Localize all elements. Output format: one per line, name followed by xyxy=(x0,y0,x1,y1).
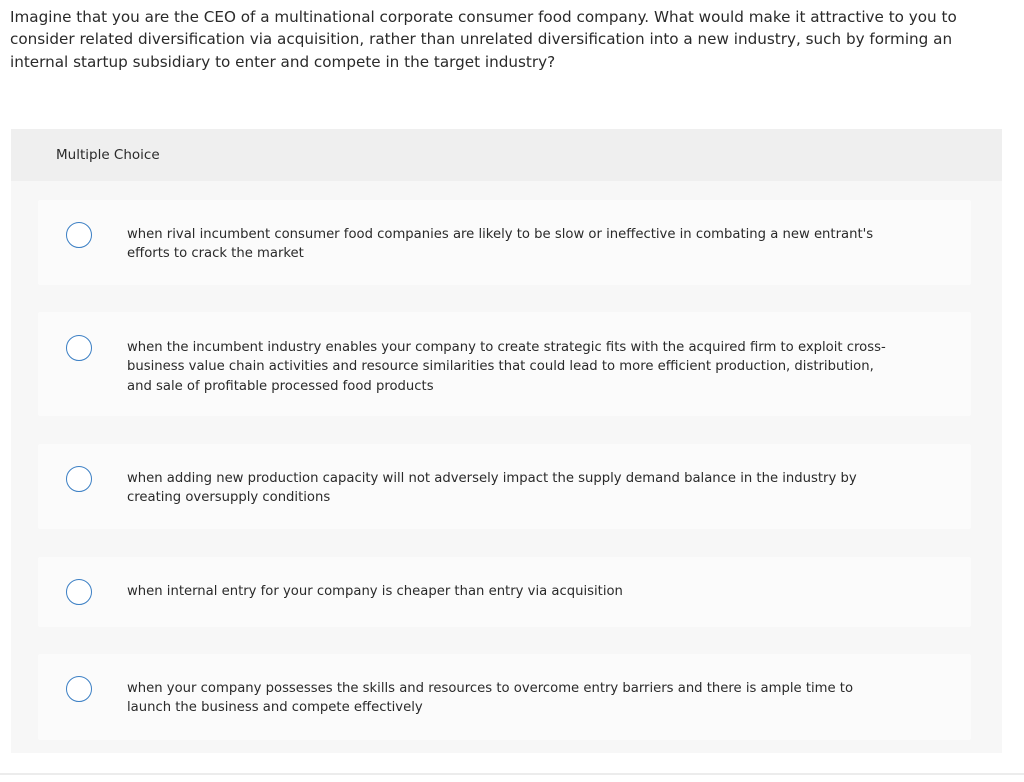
answer-option-1[interactable] xyxy=(38,200,971,285)
multiple-choice-label: Multiple Choice xyxy=(56,147,160,163)
multiple-choice-header xyxy=(11,129,1002,181)
answer-option-text: when adding new production capacity will not adversely impact the supply demand balance in the industry by creating oversupply conditions xyxy=(127,471,857,506)
radio-button-4[interactable] xyxy=(66,579,92,605)
answer-option-2[interactable] xyxy=(38,312,971,416)
radio-button-2[interactable] xyxy=(66,335,92,361)
answer-option-5[interactable] xyxy=(38,654,971,740)
radio-button-1[interactable] xyxy=(66,222,92,248)
multiple-choice-panel xyxy=(11,129,1002,753)
bottom-divider xyxy=(0,773,1024,775)
answer-option-text: when the incumbent industry enables your company to create strategic fits with the acquired firm to exploit cross-business value chain activities and resource similarities that could lead to more efficient production, distribution, and sale of profitable processed food products xyxy=(127,340,886,394)
answer-option-3[interactable] xyxy=(38,444,971,529)
question-prompt: Imagine that you are the CEO of a multinational corporate consumer food company. What would make it attractive to you to consider related diversification via acquisition, rather than unrelated diversification into a new industry, such by forming an internal startup subsidiary to enter and compete in the target industry? xyxy=(10,8,957,71)
radio-button-3[interactable] xyxy=(66,466,92,492)
answer-option-text: when internal entry for your company is cheaper than entry via acquisition xyxy=(127,584,623,599)
answer-option-text: when your company possesses the skills and resources to overcome entry barriers and there is ample time to launch the business and compete effectively xyxy=(127,681,854,716)
answer-option-text: when rival incumbent consumer food companies are likely to be slow or ineffective in combating a new entrant's efforts to crack the market xyxy=(127,227,874,262)
radio-button-5[interactable] xyxy=(66,676,92,702)
answer-option-4[interactable] xyxy=(38,557,971,627)
